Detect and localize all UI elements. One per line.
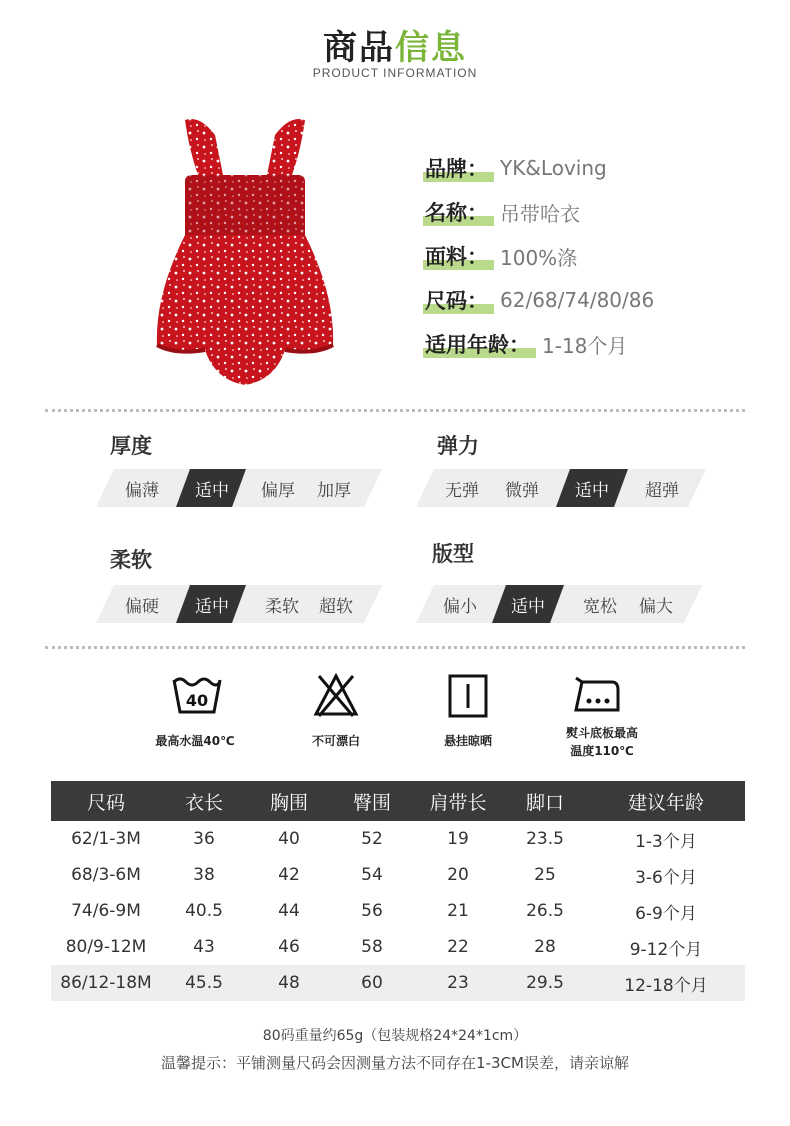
option-medium-selected: 适中: [195, 480, 229, 501]
attr-title-fit: 版型: [432, 542, 474, 566]
info-row-name: 名称： 吊带哈衣: [425, 196, 580, 228]
divider: [45, 646, 745, 649]
option-super-stretch: 超弹: [645, 480, 679, 501]
care-no-bleach: 不可漂白: [296, 672, 376, 752]
hang-dry-icon: [448, 674, 488, 718]
option-medium-stretch-selected: 适中: [575, 480, 609, 501]
option-small: 偏小: [443, 596, 477, 617]
care-wash: 40 最高水温40℃: [150, 672, 240, 752]
iron-icon: [572, 674, 622, 714]
care-iron: 熨斗底板最高 温度110℃: [556, 672, 648, 762]
care-hang-dry: 悬挂晾晒: [428, 672, 508, 752]
size-table: [51, 781, 745, 1001]
table-row: 86/12-18M 45.5 48 60 23 29.5 12-18个月: [51, 965, 745, 1001]
attr-title-softness: 柔软: [110, 548, 152, 572]
info-row-brand: 品牌： YK&Loving: [425, 152, 607, 184]
option-soft: 柔软: [265, 596, 299, 617]
col-hip: 臀围: [331, 781, 413, 821]
svg-text:40: 40: [185, 691, 209, 710]
table-row: 80/9-12M 43 46 58 22 28 9-12个月: [65, 937, 703, 960]
table-row: 68/3-6M 38 42 54 20 25 3-6个月: [71, 865, 697, 888]
col-length: 衣长: [161, 781, 247, 821]
option-large: 偏大: [639, 596, 673, 617]
scale-softness: [96, 585, 382, 623]
divider: [45, 409, 745, 412]
size-table-header: [51, 781, 745, 821]
wash-40-icon: [172, 672, 222, 716]
table-row: 62/1-3M 36 40 52 19 23.5 1-3个月: [71, 829, 697, 852]
scale-thickness: [96, 469, 382, 507]
col-leg: 脚口: [503, 781, 587, 821]
option-no-stretch: 无弹: [445, 480, 479, 501]
weight-note: 80码重量约65g（包装规格24*24*1cm）: [262, 1028, 528, 1044]
col-size: 尺码: [51, 781, 161, 821]
info-row-age: 适用年龄： 1-18个月: [425, 328, 627, 360]
col-strap: 肩带长: [413, 781, 503, 821]
product-image: [145, 115, 345, 400]
option-extra-thick: 加厚: [317, 480, 351, 501]
col-age: 建议年龄: [587, 781, 745, 821]
attr-title-elasticity: 弹力: [437, 434, 479, 458]
page-subtitle: PRODUCT INFORMATION: [312, 66, 478, 80]
option-loose: 宽松: [583, 596, 617, 617]
option-medium-soft-selected: 适中: [195, 596, 229, 617]
option-thin: 偏薄: [125, 480, 159, 501]
option-regular-selected: 适中: [511, 596, 545, 617]
info-row-fabric: 面料： 100%涤: [425, 240, 577, 272]
option-super-soft: 超软: [319, 596, 353, 617]
option-thick: 偏厚: [261, 480, 295, 501]
table-row: 74/6-9M 40.5 44 56 21 26.5 6-9个月: [71, 901, 697, 924]
attr-title-thickness: 厚度: [110, 434, 152, 458]
option-hard: 偏硬: [125, 596, 159, 617]
page-title: 商品信息: [323, 28, 467, 68]
option-slight-stretch: 微弹: [505, 480, 539, 501]
measurement-tip: 温馨提示：平铺测量尺码会因测量方法不同存在1-3CM误差，请亲谅解: [161, 1054, 629, 1072]
no-bleach-icon: [313, 672, 359, 718]
scale-fit: [416, 585, 702, 623]
col-chest: 胸围: [247, 781, 331, 821]
scale-elasticity: [416, 469, 706, 507]
info-row-size: 尺码： 62/68/74/80/86: [425, 284, 654, 316]
